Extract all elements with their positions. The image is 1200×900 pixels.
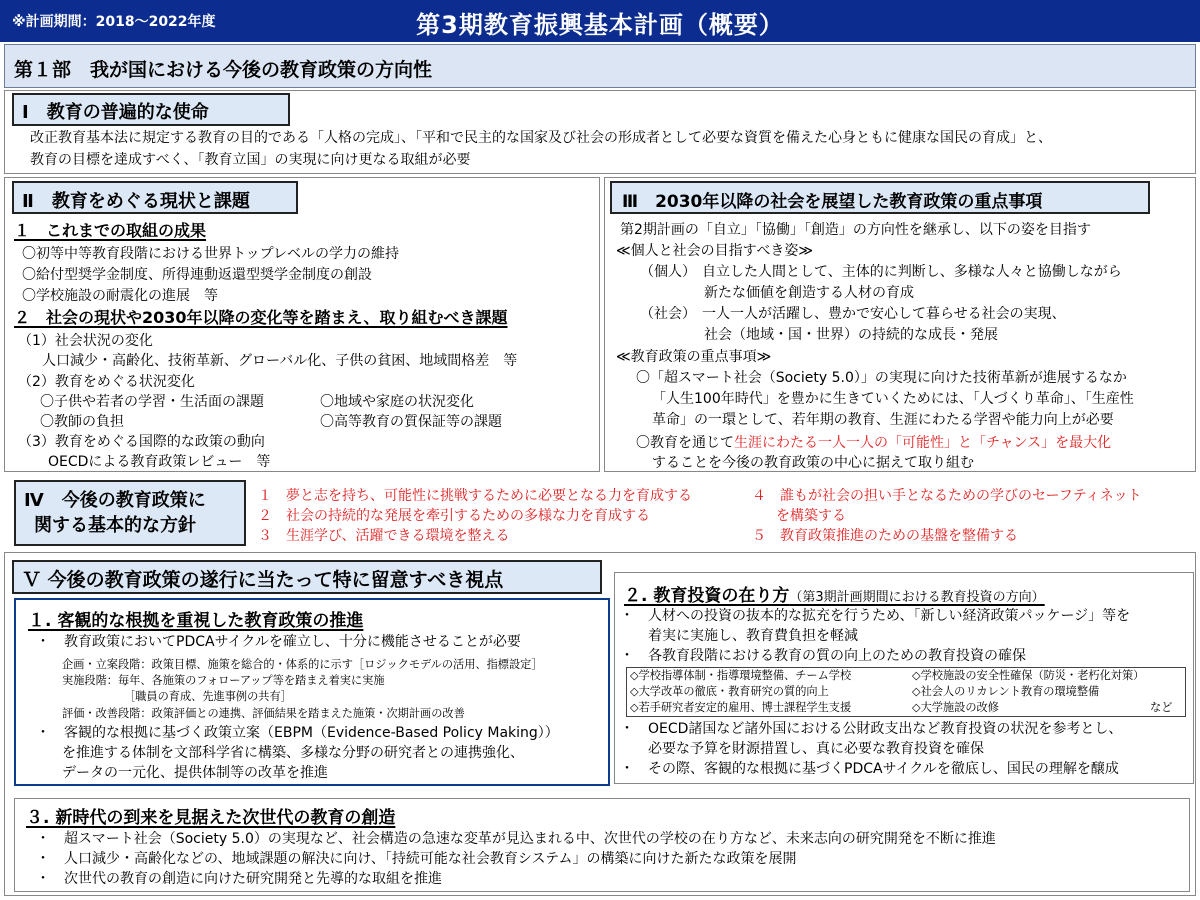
s2-diamond-etc: など: [1150, 701, 1173, 714]
section-2-c3-text: OECDによる教育政策レビュー 等: [48, 454, 271, 470]
priority-2-prefix: 〇教育を通じて: [636, 435, 734, 451]
s2-diamond-2: ◇学校施設の安全性確保（防災・老朽化対策）: [912, 669, 1145, 682]
priority-1-line-2: 「人生100年時代」を豊かに生きていくためには、「人づくり革命」、「生産性: [652, 391, 1134, 407]
s2-title: ２. 教育投資の在り方: [624, 586, 790, 606]
s1-bullet-2-line-2: を推進する体制を文部科学省に構築、多様な分野の研究者との連携強化、: [62, 745, 524, 761]
policy-3: ３ 生涯学び、活躍できる環境を整える: [258, 528, 510, 544]
kojin-label: （個人）: [640, 264, 696, 280]
s2-bullet-1-line-1: ・ 人材への投資の抜本的な拡充を行うため、「新しい経済政策パッケージ」等を: [620, 608, 1131, 624]
section-2-sub1-item-2: 〇給付型奨学金制度、所得連動返還型奨学金制度の創設: [22, 267, 372, 283]
s2-bullet-3-line-1: ・ OECD諸国など諸外国における公財政支出など教育投資の状況を参考とし、: [620, 721, 1123, 737]
policy-2: ２ 社会の持続的な発展を牽引するための多様な力を育成する: [258, 508, 650, 524]
s1-bullet-1: ・ 教育政策においてPDCAサイクルを確立し、十分に機能させることが必要: [36, 634, 521, 650]
section-3-title: Ⅲ 2030年以降の社会を展望した教育政策の重点事項: [622, 192, 1043, 212]
s2-diamond-1: ◇学校指導体制・指導環境整備、チーム学校: [630, 669, 852, 682]
section-2-sub1-item-1: 〇初等中等教育段階における世界トップレベルの学力の維持: [22, 246, 400, 262]
section-3-h1: ≪個人と社会の目指すべき姿≫: [616, 243, 814, 259]
s2-bullet-2: ・ 各教育段階における教育の質の向上のための教育投資の確保: [620, 648, 1026, 664]
section-3-h2: ≪教育政策の重点事項≫: [616, 349, 772, 365]
section-2-c1: （1）社会状況の変化: [18, 333, 153, 349]
priority-2-highlight: 生涯にわたる一人一人の「可能性」と「チャンス」を最大化: [734, 435, 1112, 451]
s3-item-3: ・ 次世代の教育の創造に向けた研究開発と先導的な取組を推進: [36, 871, 442, 887]
section-1-line-1: 改正教育基本法に規定する教育の目的である「人格の完成」、「平和で民主的な国家及び社会の形成者として必要な資質を備えた心身ともに健康な国民の育成」と、: [30, 130, 1052, 146]
section-2-c2-c: 〇教師の負担: [40, 414, 124, 430]
s2-diamond-3: ◇大学改革の徹底・教育研究の質的向上: [630, 685, 829, 698]
priority-1-line-1: 〇「超スマート社会（Society 5.0）」の実現に向けた技術革新が進展するなか: [636, 370, 1127, 386]
policy-4-line-2: を構築する: [776, 508, 846, 524]
section-2-c3: （3）教育をめぐる国際的な政策の動向: [18, 434, 265, 450]
priority-2-line-1: [636, 433, 1111, 454]
s1-bullet-2-line-1: ・ 客観的な根拠に基づく政策立案（EBPM（Evidence-Based Policy Making））: [36, 725, 559, 741]
section-5-3-title: ３. 新時代の到来を見据えた次世代の教育の創造: [26, 808, 396, 828]
s1-bullet-2-line-3: データの一元化、提供体制等の改革を推進: [62, 765, 328, 781]
policy-1: １ 夢と志を持ち、可能性に挑戦するために必要となる力を育成する: [258, 488, 692, 504]
section-2-c1-text: 人口減少・高齢化、技術革新、グローバル化、子供の貧困、地域間格差 等: [42, 353, 518, 369]
section-3-intro: 第2期計画の「自立」「協働」「創造」の方向性を継承し、以下の姿を目指す: [620, 222, 1091, 238]
section-2-c2-b: 〇地域や家庭の状況変化: [320, 394, 474, 410]
kojin-line-1: 自立した人間として、主体的に判断し、多様な人々と協働しながら: [702, 264, 1122, 280]
page-title: 第3期教育振興基本計画（概要）: [416, 11, 784, 39]
section-2-c2-d: 〇高等教育の質保証等の課題: [320, 414, 502, 430]
section-5-title: Ｖ 今後の教育政策の遂行に当たって特に留意すべき視点: [22, 569, 504, 591]
policy-5: ５ 教育政策推進のための基盤を整備する: [752, 528, 1018, 544]
s3-item-2: ・ 人口減少・高齢化などの、地域課題の解決に向け、「持続可能な社会教育システム」の構築に向けた新たな政策を展開: [36, 851, 797, 867]
priority-2-line-2: することを今後の教育政策の中心に据えて取り組む: [652, 455, 974, 471]
s2-diamond-4: ◇社会人のリカレント教育の環境整備: [912, 685, 1100, 698]
s1-note-2: 実施段階：毎年、各施策のフォローアップ等を踏まえ着実に実施: [62, 674, 385, 687]
section-1-title: Ⅰ 教育の普遍的な使命: [22, 102, 209, 123]
policy-4-line-1: ４ 誰もが社会の担い手となるための学びのセーフティネット: [752, 488, 1142, 504]
section-2-c2-a: 〇子供や若者の学習・生活面の課題: [40, 394, 264, 410]
s1-note-1: 企画・立案段階：政策目標、施策を総合的・体系的に示す［ロジックモデルの活用、指標設定］: [62, 658, 543, 671]
part1-title: 第１部 我が国における今後の教育政策の方向性: [14, 59, 433, 81]
priority-1-line-3: 革命」の一環として、若年期の教育、生涯にわたる学習や能力向上が必要: [652, 412, 1114, 428]
shakai-line-2: 社会（地域・国・世界）の持続的な成長・発展: [704, 327, 998, 343]
s1-note-3: ［職員の育成、先進事例の共有］: [124, 690, 292, 703]
s2-diamond-6: ◇大学施設の改修: [912, 701, 999, 714]
section-2-sub2: ２ 社会の現状や2030年以降の変化等を踏まえ、取り組むべき課題: [14, 308, 508, 327]
kojin-line-2: 新たな価値を創造する人材の育成: [704, 285, 914, 301]
s2-diamond-5: ◇若手研究者安定的雇用、博士課程学生支援: [630, 701, 852, 714]
s2-bullet-1-line-2: 着実に実施し、教育費負担を軽減: [648, 628, 858, 644]
s3-item-1: ・ 超スマート社会（Society 5.0）の実現など、社会構造の急速な変革が見込まれる中、次世代の学校の在り方など、未来志向の研究開発を不断に推進: [36, 831, 996, 847]
shakai-label: （社会）: [640, 306, 696, 322]
section-1-line-2: 教育の目標を達成すべく、「教育立国」の実現に向け更なる取組が必要: [30, 152, 471, 168]
s1-note-4: 評価・改善段階：政策評価との連携、評価結果を踏まえた施策・次期計画の改善: [62, 707, 465, 720]
section-4-title-2: 関する基本的な方針: [34, 515, 196, 536]
section-2-c2: （2）教育をめぐる状況変化: [18, 374, 195, 390]
shakai-line-1: 一人一人が活躍し、豊かで安心して暮らせる社会の実現、: [702, 306, 1066, 322]
section-2-sub1-item-3: 〇学校施設の耐震化の進展 等: [22, 288, 218, 304]
section-5-2-title: [624, 581, 1045, 606]
section-2-title: Ⅱ 教育をめぐる現状と課題: [22, 191, 250, 212]
s2-subtitle: （第3期計画期間における教育投資の方向）: [789, 590, 1045, 605]
section-5-1-title: １. 客観的な根拠を重視した教育政策の推進: [28, 611, 364, 631]
s2-bullet-4: ・ その際、客観的な根拠に基づくPDCAサイクルを徹底し、国民の理解を醸成: [620, 761, 1119, 777]
section-4-title-1: Ⅳ 今後の教育政策に: [24, 490, 206, 511]
section-2-sub1: １ これまでの取組の成果: [14, 221, 207, 240]
plan-period: ※計画期間：2018～2022年度: [12, 14, 216, 30]
s2-bullet-3-line-2: 必要な予算を財源措置し、真に必要な教育投資を確保: [648, 741, 984, 757]
